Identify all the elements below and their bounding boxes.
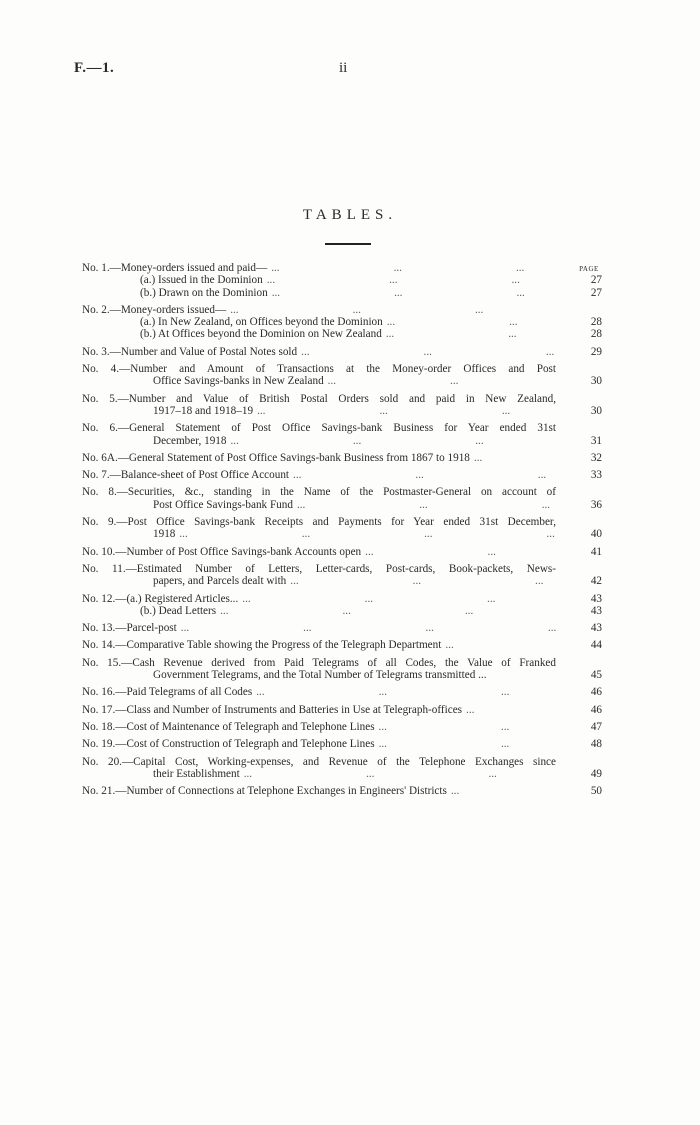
- table-of-contents: [82, 258, 602, 802]
- toc-page-number: 41: [590, 545, 602, 558]
- toc-line-text: No. 11.—Estimated Number of Letters, Letter-cards, Post-cards, Book-packets, News-: [82, 562, 556, 575]
- toc-line-text: (a.) In New Zealand, on Offices beyond the Dominion: [140, 316, 383, 329]
- dot-leader: [253, 405, 568, 417]
- toc-line-text: their Establishment: [153, 767, 240, 780]
- toc-entry: [82, 486, 602, 511]
- toc-line: [82, 756, 602, 768]
- title-rule: [325, 243, 371, 245]
- dot-leader: [175, 528, 568, 540]
- toc-page-number: 29: [590, 345, 602, 358]
- toc-line: [82, 516, 602, 528]
- toc-line: [82, 738, 602, 750]
- toc-line: [82, 469, 602, 481]
- toc-line-text: No. 15.—Cash Revenue derived from Paid Telegrams of all Codes, the Value of Franked: [82, 656, 556, 669]
- dot-leader: [240, 768, 568, 780]
- toc-entry: [82, 262, 602, 299]
- toc-page-number: 46: [590, 703, 602, 716]
- toc-entry: [82, 622, 602, 634]
- dot-leader: [462, 704, 568, 716]
- toc-page-number: 30: [590, 375, 602, 388]
- dot-leader: [297, 346, 568, 358]
- dot-leader: [375, 721, 568, 733]
- toc-page-number: 28: [590, 316, 602, 329]
- toc-line-text: No. 3.—Number and Value of Postal Notes sold: [82, 345, 298, 358]
- toc-line: [82, 375, 602, 387]
- toc-entry: [82, 657, 602, 682]
- toc-page-number: 40: [590, 528, 602, 541]
- toc-line: [82, 593, 602, 605]
- toc-page-number: 32: [590, 451, 602, 464]
- toc-page-number: 36: [590, 498, 602, 511]
- dot-leader: [252, 686, 568, 698]
- toc-line: [82, 328, 602, 340]
- toc-line-text: No. 9.—Post Office Savings-bank Receipts and Payments for Year ended 31st December,: [82, 516, 556, 529]
- toc-line-text: Government Telegrams, and the Total Number of Telegrams transmitted ...: [153, 669, 487, 682]
- dot-leader: [286, 575, 568, 587]
- toc-line: [82, 639, 602, 651]
- toc-line: [82, 287, 602, 299]
- toc-line: [82, 686, 602, 698]
- toc-line-text: No. 14.—Comparative Table showing the Progress of the Telegraph Department: [82, 639, 442, 652]
- toc-line: [82, 262, 602, 274]
- toc-page-number: 44: [590, 639, 602, 652]
- toc-page-number: 30: [590, 404, 602, 417]
- dot-leader: [263, 274, 568, 286]
- toc-line-text: (a.) Issued in the Dominion: [140, 274, 263, 287]
- dot-leader: [216, 605, 568, 617]
- toc-line: [82, 499, 602, 511]
- toc-line: [82, 405, 602, 417]
- toc-line: [82, 346, 602, 358]
- dot-leader: [268, 287, 568, 299]
- toc-page-number: 43: [590, 604, 602, 617]
- toc-line: [82, 605, 602, 617]
- toc-page-number: 27: [590, 274, 602, 287]
- toc-line-text: No. 8.—Securities, &c., standing in the Name of the Postmaster-General on account of: [82, 486, 556, 499]
- toc-line: [82, 575, 602, 587]
- toc-entry: [82, 546, 602, 558]
- toc-line: [82, 563, 602, 575]
- toc-line: [82, 657, 602, 669]
- toc-entry: [82, 516, 602, 541]
- dot-leader: [293, 499, 568, 511]
- toc-line-text: Office Savings-banks in New Zealand: [153, 375, 324, 388]
- toc-line-text: No. 6A.—General Statement of Post Office Savings-bank Business from 1867 to 1918: [82, 451, 470, 464]
- dot-leader: [324, 375, 568, 387]
- toc-entry: [82, 721, 602, 733]
- toc-entry: [82, 785, 602, 797]
- dot-leader: [226, 435, 568, 447]
- toc-line-text: No. 19.—Cost of Construction of Telegraph and Telephone Lines: [82, 738, 375, 751]
- toc-line: [82, 435, 602, 447]
- toc-line-text: No. 4.—Number and Amount of Transactions at the Money-order Offices and Post: [82, 363, 556, 376]
- toc-page-number: 46: [590, 686, 602, 699]
- dot-leader: [361, 546, 568, 558]
- dot-leader: [470, 452, 568, 464]
- toc-entry: [82, 704, 602, 716]
- dot-leader: [383, 316, 568, 328]
- toc-line-text: (b.) Drawn on the Dominion: [140, 286, 268, 299]
- toc-line: [82, 622, 602, 634]
- toc-line-text: papers, and Parcels dealt with: [153, 575, 287, 588]
- toc-page-number: 27: [590, 286, 602, 299]
- toc-line: [82, 768, 602, 780]
- toc-line-text: No. 12.—(a.) Registered Articles...: [82, 592, 239, 605]
- toc-line: [82, 486, 602, 498]
- dot-leader: [267, 262, 568, 274]
- toc-line: [82, 452, 602, 464]
- toc-entry: [82, 639, 602, 651]
- toc-entry: [82, 738, 602, 750]
- toc-page-number: 31: [590, 434, 602, 447]
- dot-leader: [238, 593, 568, 605]
- toc-line-text: No. 21.—Number of Connections at Telephone Exchanges in Engineers' Districts: [82, 785, 447, 798]
- toc-line-text: No. 1.—Money-orders issued and paid—: [82, 262, 268, 274]
- toc-line-text: No. 7.—Balance-sheet of Post Office Account: [82, 469, 290, 482]
- toc-line: [82, 422, 602, 434]
- toc-line: [82, 363, 602, 375]
- toc-line: [82, 721, 602, 733]
- toc-line: [82, 316, 602, 328]
- toc-line-text: No. 16.—Paid Telegrams of all Codes: [82, 686, 253, 699]
- toc-entry: [82, 686, 602, 698]
- toc-page-number: 48: [590, 738, 602, 751]
- toc-line: [82, 704, 602, 716]
- toc-page-number: 28: [590, 328, 602, 341]
- toc-line-text: No. 10.—Number of Post Office Savings-bank Accounts open: [82, 545, 362, 558]
- toc-entry: [82, 304, 602, 341]
- document-reference: F.—1.: [74, 60, 115, 76]
- page-number: ii: [339, 60, 348, 76]
- toc-page-number: 42: [590, 575, 602, 588]
- toc-entry: [82, 422, 602, 447]
- toc-entry: [82, 563, 602, 588]
- toc-entry: [82, 452, 602, 464]
- dot-leader: [177, 622, 568, 634]
- toc-line: [82, 546, 602, 558]
- toc-line: [82, 304, 602, 316]
- toc-line-text: Post Office Savings-bank Fund: [153, 498, 293, 511]
- toc-line-text: 1918: [153, 528, 176, 541]
- toc-entry: [82, 593, 602, 618]
- toc-entry: [82, 469, 602, 481]
- toc-entry: [82, 393, 602, 418]
- toc-line-text: No. 2.—Money-orders issued—: [82, 303, 227, 316]
- toc-line-text: No. 17.—Class and Number of Instruments and Batteries in Use at Telegraph-offices: [82, 703, 463, 716]
- dot-leader: [441, 639, 568, 651]
- toc-page-number: 47: [590, 720, 602, 733]
- toc-line-text: 1917–18 and 1918–19: [153, 404, 254, 417]
- dot-leader: [226, 304, 568, 316]
- dot-leader: [447, 785, 568, 797]
- toc-line-text: No. 20.—Capital Cost, Working-expenses, and Revenue of the Telephone Exchanges since: [82, 755, 556, 768]
- dot-leader: [382, 328, 568, 340]
- toc-line: [82, 274, 602, 286]
- toc-page-number: 43: [590, 592, 602, 605]
- toc-line-text: No. 6.—General Statement of Post Office Savings-bank Business for Year ended 31st: [82, 422, 556, 435]
- toc-page-number: 33: [590, 469, 602, 482]
- toc-entry: [82, 756, 602, 781]
- toc-page-number: 43: [590, 622, 602, 635]
- toc-line: [82, 785, 602, 797]
- page-column-heading: PAGE: [579, 265, 599, 273]
- toc-line: [82, 669, 602, 681]
- dot-leader: [375, 738, 568, 750]
- toc-line: [82, 393, 602, 405]
- toc-line: [82, 528, 602, 540]
- toc-line-text: No. 18.—Cost of Maintenance of Telegraph and Telephone Lines: [82, 720, 375, 733]
- toc-page-number: 49: [590, 767, 602, 780]
- page-title: TABLES.: [302, 207, 398, 223]
- toc-line-text: No. 13.—Parcel-post: [82, 622, 177, 635]
- toc-line-text: No. 5.—Number and Value of British Postal Orders sold and paid in New Zealand,: [82, 392, 556, 405]
- toc-line-text: (b.) Dead Letters: [140, 604, 217, 617]
- toc-page-number: 45: [590, 669, 602, 682]
- toc-line-text: December, 1918: [153, 434, 227, 447]
- toc-entry: [82, 363, 602, 388]
- toc-line-text: (b.) At Offices beyond the Dominion on New Zealand: [140, 328, 382, 341]
- toc-page-number: 50: [590, 785, 602, 798]
- dot-leader: [289, 469, 568, 481]
- toc-entry: [82, 346, 602, 358]
